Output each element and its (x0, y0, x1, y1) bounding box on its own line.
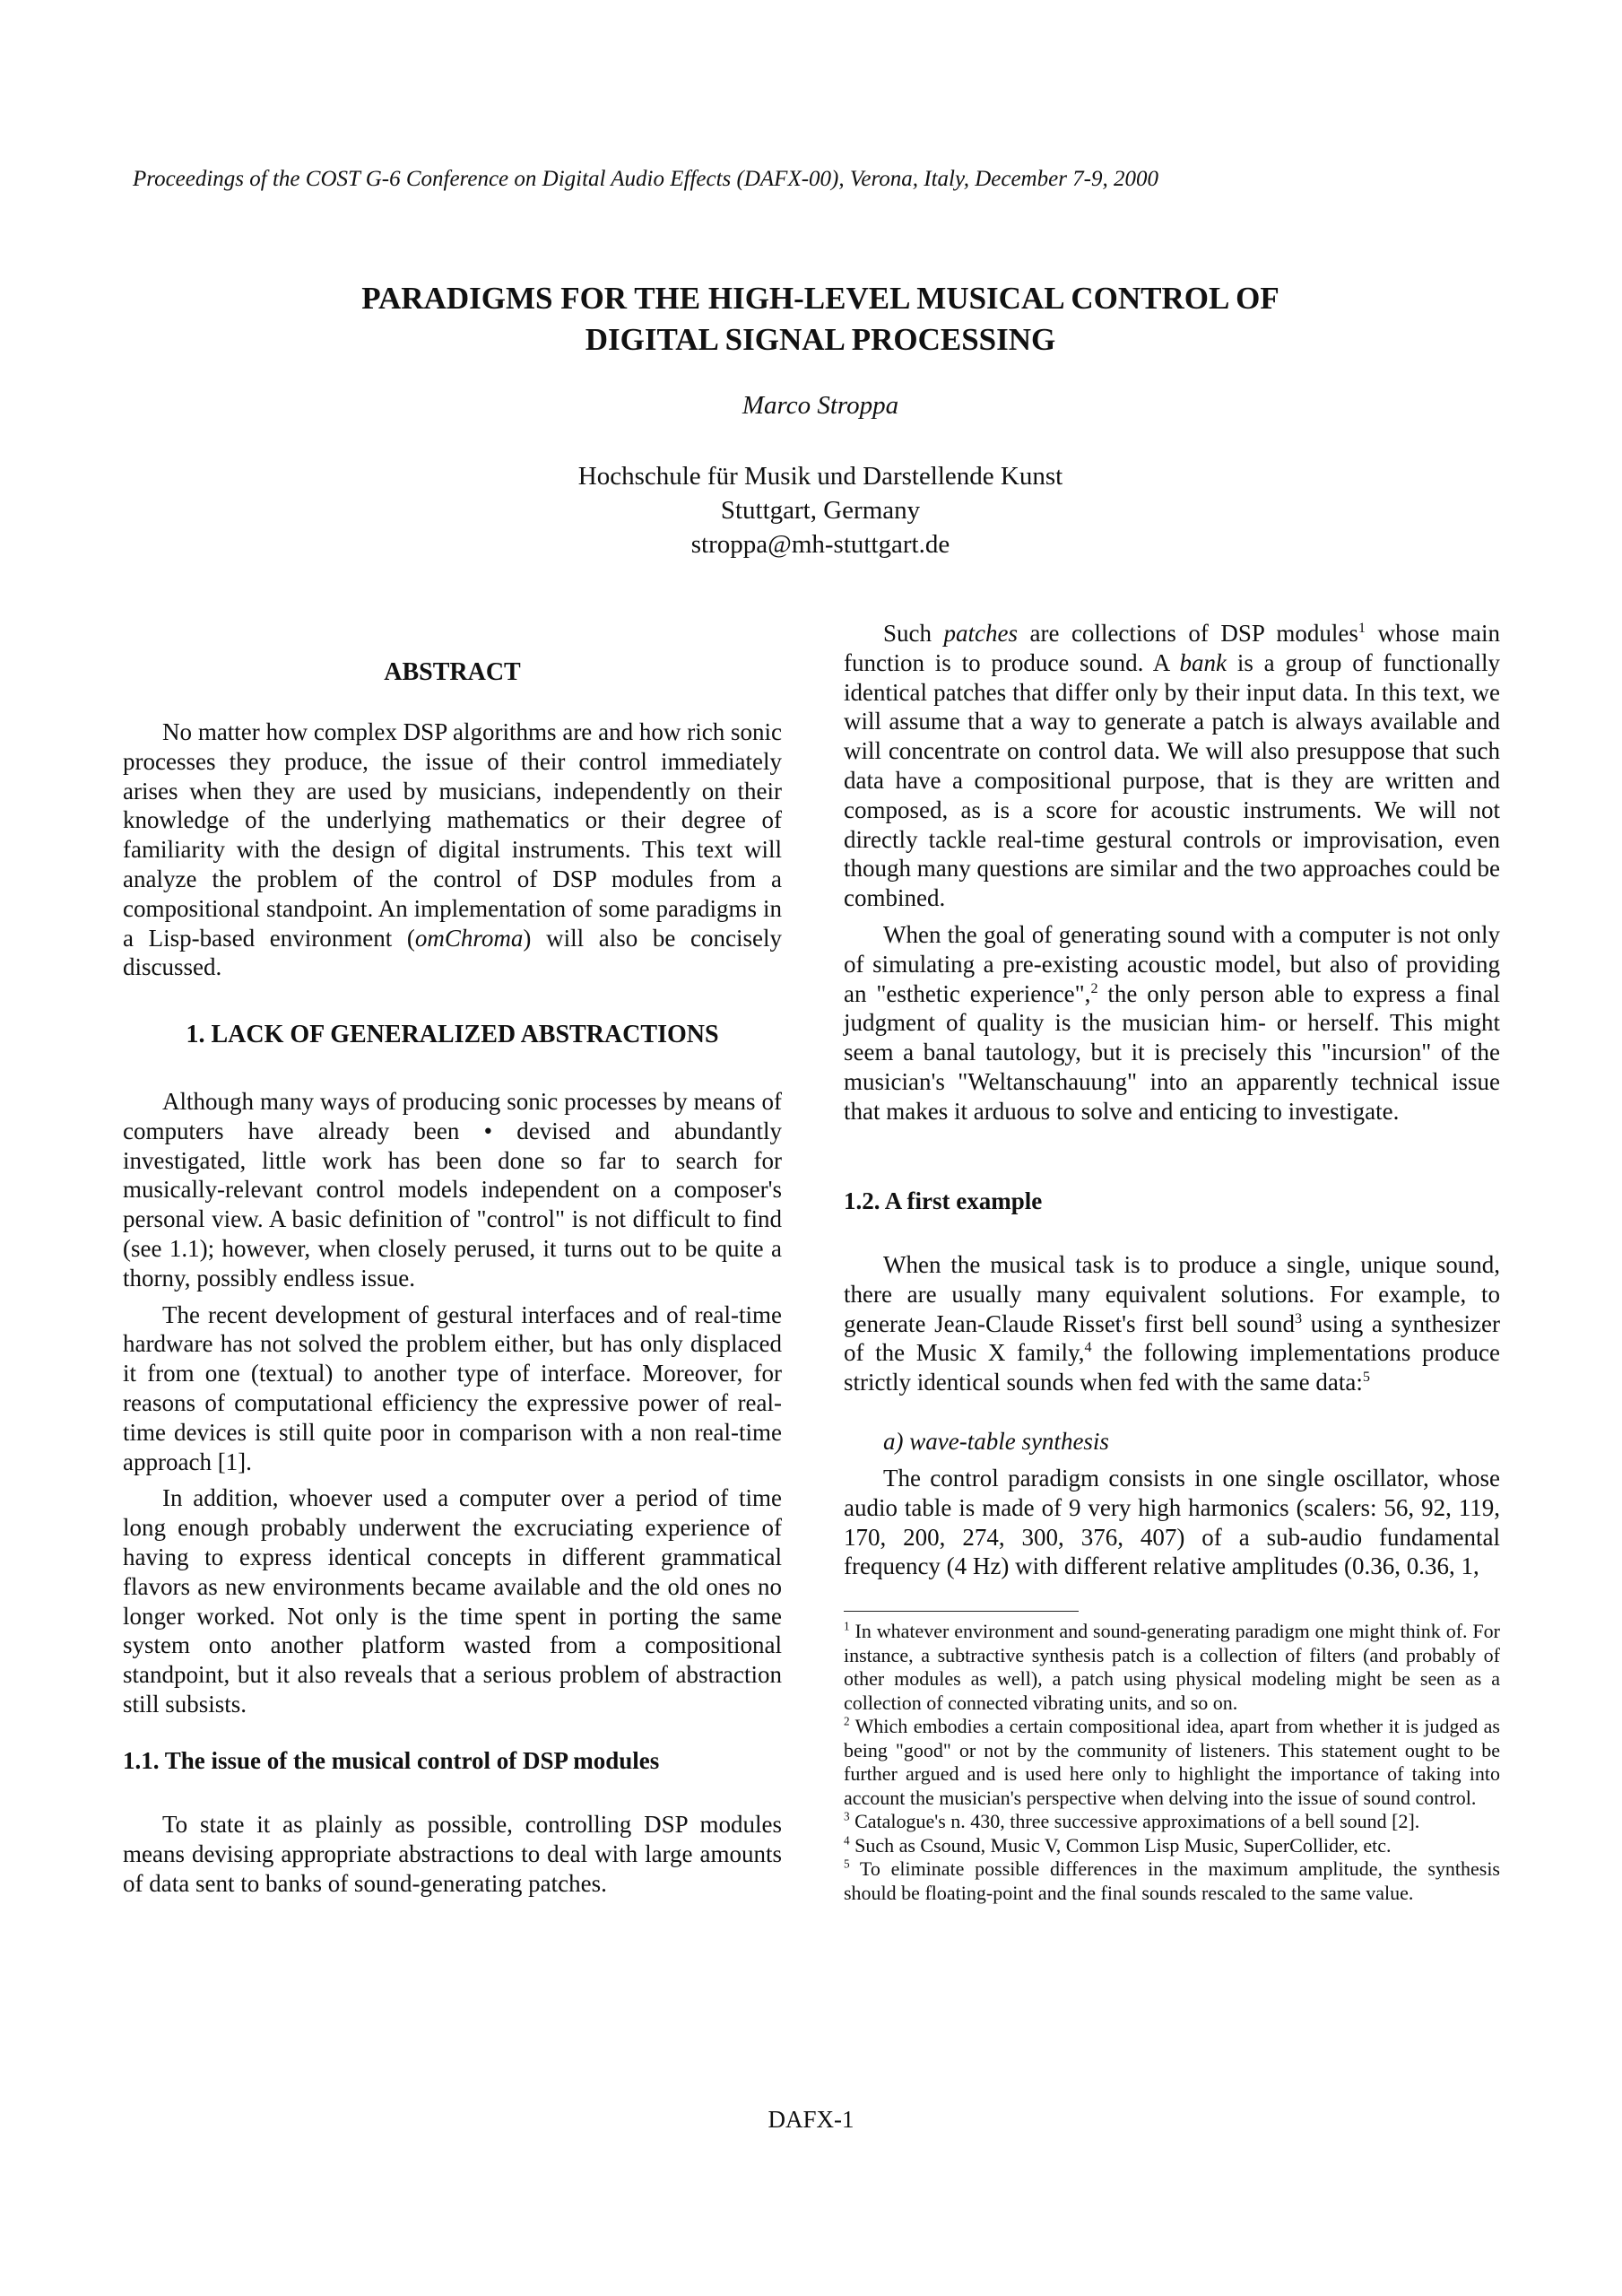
author-email: stroppa@mh-stuttgart.de (690, 530, 950, 559)
footnote-ref-4: 4 (1084, 1339, 1092, 1356)
footnote-1 (844, 1620, 1500, 1715)
text-run: whose main function is to produce sound. A (844, 620, 1500, 676)
text-run: When the goal of generating sound with a computer is not only of simulating a pre-existing acoustic model, but also of providing an "esthetic experience", (844, 920, 1500, 1007)
footnote-text: Catalogue's n. 430, three successive approximations of a bell sound [2]. (849, 1810, 1420, 1832)
title-line-1: PARADIGMS FOR THE HIGH-LEVEL MUSICAL CONTROL OF (361, 281, 1279, 316)
footnote-text: Such as Csound, Music V, Common Lisp Music, SuperCollider, etc. (849, 1833, 1392, 1857)
footnote-ref-3: 3 (1295, 1309, 1303, 1326)
footnote-number: 2 (844, 1714, 850, 1728)
footnote-ref-1: 1 (1357, 620, 1366, 636)
footnote-3 (844, 1810, 1500, 1834)
wavetable-paragraph: The control paradigm consists in one single oscillator, whose audio table is made of 9 very high harmonics (scalers: 56, 92, 119, 170, 200, 274, 300, 376, 407) of a sub-audio fundamental frequency (4 Hz) with different relative amplitudes (0.36, 0.36, 1, (844, 1465, 1500, 1580)
text-run: the only person able to express a final judgment of quality is the musician him- or herself. This might seem a banal tautology, but it is precisely this "incursion" of the musician's "Weltanschauung" into an apparently technical issue that makes it arduous to solve and enticing to investigate. (844, 979, 1500, 1125)
abstract-heading: ABSTRACT (384, 658, 521, 686)
wavetable-heading: a) wave-table synthesis (883, 1428, 1109, 1455)
italic-term-bank: bank (1179, 648, 1227, 676)
abstract-italic-term: omChroma (414, 924, 524, 952)
right-paragraph-1 (844, 619, 1500, 913)
right-column-intro (844, 619, 1500, 1126)
footnote-text: Which embodies a certain compositional idea, apart from whether it is judged as being "good" or not by the community of listeners. This statement ought to be further argued and is used here only to highlight the importance of taking into account the musician's perspective when delving into the issue of sound control. (844, 1715, 1500, 1809)
right-paragraph-2 (844, 920, 1500, 1126)
footnote-2 (844, 1715, 1500, 1810)
footnote-ref-2: 2 (1090, 979, 1098, 996)
footnote-number: 5 (844, 1857, 850, 1871)
italic-term-patches: patches (943, 620, 1018, 647)
title-line-2: DIGITAL SIGNAL PROCESSING (585, 322, 1056, 357)
wavetable-body (844, 1464, 1500, 1581)
footnote-4 (844, 1834, 1500, 1858)
subsection-1-2-paragraph (844, 1250, 1500, 1397)
running-header: Proceedings of the COST G-6 Conference on Digital Audio Effects (DAFX-00), Verona, Italy, December 7-9, 2000 (133, 167, 1158, 191)
text-run: the following implementations produce strictly identical sounds when fed with the same data: (844, 1339, 1500, 1396)
section-1-body (123, 1087, 782, 1719)
author-affiliation (179, 459, 1462, 561)
footnote-separator (844, 1611, 1079, 1612)
abstract-body (123, 718, 782, 982)
subsection-1-2-heading: 1.2. A first example (844, 1187, 1043, 1214)
footnotes (844, 1620, 1500, 1905)
text-run: are collections of DSP modules (1017, 620, 1358, 647)
text-run: using a synthesizer of the Music X family, (844, 1309, 1500, 1367)
section-1-paragraph-3: In addition, whoever used a computer over a period of time long enough probably underwent the excruciating experience of having to express identical concepts in different grammatical flavors as new environments became available and the old ones no longer worked. Not only is the time spent in porting the same system onto another platform wasted from a compositional standpoint, but it also reveals that a serious problem of abstraction still subsists. (123, 1484, 782, 1718)
footnote-number: 1 (844, 1619, 850, 1633)
footnote-number: 3 (844, 1809, 850, 1823)
footnote-ref-5: 5 (1362, 1369, 1370, 1386)
abstract-paragraph (123, 718, 782, 982)
subsection-1-2-body (844, 1250, 1500, 1397)
section-1-paragraph-2: The recent development of gestural interfaces and of real-time hardware has not solved the problem either, but has only displaced it from one (textual) to another type of interface. Moreover, for reasons of computational efficiency the expressive power of real-time devices is still quite poor in comparison with a non real-time approach [1]. (123, 1300, 782, 1475)
text-run: When the musical task is to produce a single, unique sound, there are usually many equivalent solutions. For example, to generate Jean-Claude Risset's first bell sound (844, 1251, 1500, 1337)
subsection-1-1-body (123, 1810, 782, 1898)
abstract-text-2: ) will also be concisely discussed. (123, 924, 783, 981)
footnote-text: To eliminate possible differences in the maximum amplitude, the synthesis should be floating-point and the final sounds rescaled to the same value. (844, 1857, 1500, 1904)
section-1-heading: 1. LACK OF GENERALIZED ABSTRACTIONS (186, 1021, 719, 1048)
affiliation-location: Stuttgart, Germany (720, 496, 921, 525)
section-1-paragraph-1: Although many ways of producing sonic processes by means of computers have already been • devised and abundantly investigated, little work has been done so far to search for musically-relevant control models independent on a composer's personal view. A basic definition of "control" is not difficult to find (see 1.1); however, when closely perused, it turns out to be quite a thorny, possibly endless issue. (123, 1088, 782, 1292)
text-run: is a group of functionally identical patches that differ only by their input data. In this text, we will assume that a way to generate a patch is always available and will concentrate on control data. We will also presuppose that such data have a compositional purpose, that is they are written and composed, as is a score for acoustic instruments. We will not directly tackle real-time gestural controls or improvisation, even though many questions are similar and the two approaches could be combined. (844, 648, 1500, 912)
author-name: Marco Stroppa (742, 391, 899, 420)
text-run: Such (883, 620, 944, 647)
paper-title (179, 278, 1462, 361)
subsection-1-1-heading: 1.1. The issue of the musical control of DSP modules (123, 1747, 660, 1774)
footnote-text: In whatever environment and sound-generating paradigm one might think of. For instance, a subtractive synthesis patch is a collection of filters (and probably of other modules as well), a patch using physical modeling might be seen as a collection of connected vibrating units, and so on. (844, 1620, 1500, 1714)
page-footer: DAFX-1 (768, 2106, 854, 2133)
subsection-1-1-paragraph: To state it as plainly as possible, controlling DSP modules means devising appropriate abstractions to deal with large amounts of data sent to banks of sound-generating patches. (123, 1811, 782, 1897)
footnote-number: 4 (844, 1833, 850, 1848)
footnote-5 (844, 1857, 1500, 1905)
abstract-text-1: No matter how complex DSP algorithms are and how rich sonic processes they produce, the issue of their control immediately arises when they are used by musicians, independently on their knowledge of the underlying mathematics or their degree of familiarity with the design of digital instruments. This text will analyze the problem of the control of DSP modules from a compositional standpoint. An implementation of some paradigms in a Lisp-based environment ( (123, 718, 782, 952)
affiliation-institution: Hochschule für Musik und Darstellende Kunst (577, 462, 1063, 491)
